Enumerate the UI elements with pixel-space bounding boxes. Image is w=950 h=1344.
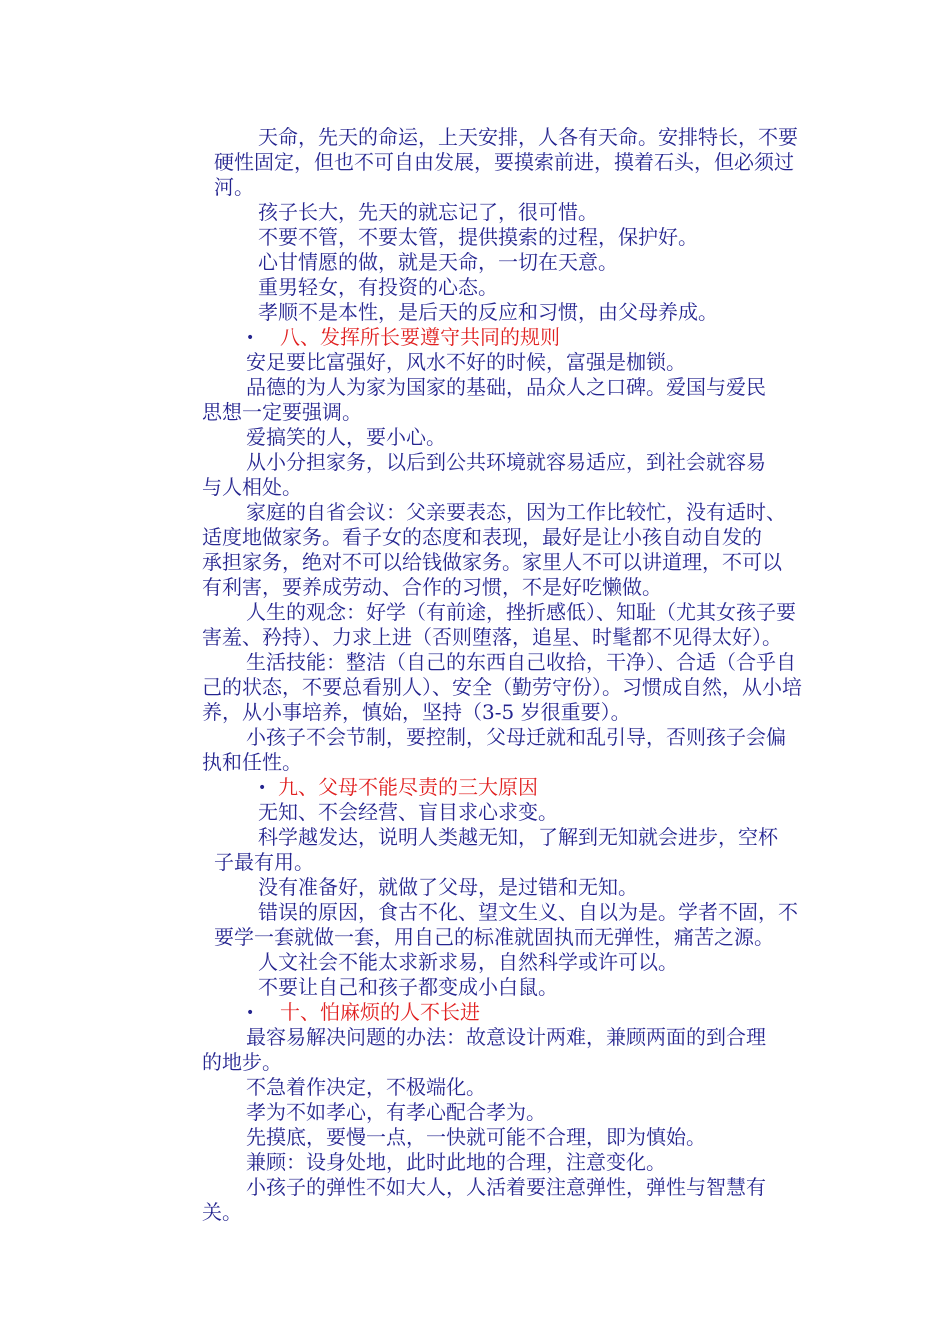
paragraph-line: 关。 xyxy=(202,1200,242,1224)
section-heading: 十、怕麻烦的人不长进 xyxy=(280,1000,480,1024)
paragraph-line: 思想一定要强调。 xyxy=(202,400,362,424)
paragraph-line: 没有准备好，就做了父母，是过错和无知。 xyxy=(258,875,638,899)
paragraph-line: 执和任性。 xyxy=(202,750,302,774)
paragraph-line: 先摸底，要慢一点，一快就可能不合理，即为慎始。 xyxy=(246,1125,706,1149)
paragraph-line: 孝顺不是本性，是后天的反应和习惯，由父母养成。 xyxy=(258,300,718,324)
paragraph-line: 不要让自己和孩子都变成小白鼠。 xyxy=(258,975,558,999)
paragraph-line: 生活技能：整洁（自己的东西自己收拾，干净）、合适（合乎自 xyxy=(246,650,796,674)
section-heading: 九、父母不能尽责的三大原因 xyxy=(278,775,538,799)
paragraph-line: 小孩子不会节制，要控制，父母迁就和乱引导，否则孩子会偏 xyxy=(246,725,786,749)
bullet-icon: • xyxy=(246,330,255,346)
paragraph-line: 适度地做家务。看子女的态度和表现，最好是让小孩自动自发的 xyxy=(202,525,762,549)
paragraph-line: 最容易解决问题的办法：故意设计两难，兼顾两面的到合理 xyxy=(246,1025,766,1049)
section-heading: 八、发挥所长要遵守共同的规则 xyxy=(280,325,560,349)
paragraph-line: 不要不管，不要太管，提供摸索的过程，保护好。 xyxy=(258,225,698,249)
paragraph-line: 错误的原因，食古不化、望文生义、自以为是。学者不固，不 xyxy=(258,900,798,924)
paragraph-line: 有利害，要养成劳动、合作的习惯，不是好吃懒做。 xyxy=(202,575,662,599)
paragraph-line: 己的状态，不要总看别人）、安全（勤劳守份）。习惯成自然，从小培 xyxy=(202,675,802,699)
paragraph-line: 心甘情愿的做，就是天命，一切在天意。 xyxy=(258,250,618,274)
paragraph-line: 小孩子的弹性不如大人，人活着要注意弹性，弹性与智慧有 xyxy=(246,1175,766,1199)
paragraph-line: 的地步。 xyxy=(202,1050,282,1074)
bullet-icon: • xyxy=(246,1005,255,1021)
paragraph-line: 人文社会不能太求新求易，自然科学或许可以。 xyxy=(258,950,678,974)
paragraph-line: 孝为不如孝心，有孝心配合孝为。 xyxy=(246,1100,546,1124)
paragraph-line: 硬性固定，但也不可自由发展，要摸索前进，摸着石头，但必须过 xyxy=(214,150,794,174)
paragraph-line: 品德的为人为家为国家的基础，品众人之口碑。爱国与爱民 xyxy=(246,375,766,399)
paragraph-line: 从小分担家务，以后到公共环境就容易适应，到社会就容易 xyxy=(246,450,766,474)
paragraph-line: 与人相处。 xyxy=(202,475,302,499)
paragraph-line: 子最有用。 xyxy=(214,850,314,874)
paragraph-line: 爱搞笑的人，要小心。 xyxy=(246,425,446,449)
paragraph-line: 家庭的自省会议：父亲要表态，因为工作比较忙，没有适时、 xyxy=(246,500,786,524)
paragraph-line: 害羞、矜持）、力求上进（否则堕落，追星、时髦都不见得太好）。 xyxy=(202,625,782,649)
bullet-icon: • xyxy=(258,780,267,796)
paragraph-line: 重男轻女，有投资的心态。 xyxy=(258,275,498,299)
paragraph-line: 孩子长大，先天的就忘记了，很可惜。 xyxy=(258,200,598,224)
paragraph-line: 兼顾：设身处地，此时此地的合理，注意变化。 xyxy=(246,1150,666,1174)
paragraph-line: 人生的观念：好学（有前途，挫折感低）、知耻（尤其女孩子要 xyxy=(246,600,796,624)
paragraph-line: 不急着作决定，不极端化。 xyxy=(246,1075,486,1099)
paragraph-line: 养，从小事培养，慎始，坚持（3-5 岁很重要）。 xyxy=(202,700,631,724)
paragraph-line: 承担家务，绝对不可以给钱做家务。家里人不可以讲道理，不可以 xyxy=(202,550,782,574)
paragraph-line: 科学越发达，说明人类越无知，了解到无知就会进步，空杯 xyxy=(258,825,778,849)
paragraph-line: 河。 xyxy=(214,175,254,199)
paragraph-line: 要学一套就做一套，用自己的标准就固执而无弹性，痛苦之源。 xyxy=(214,925,774,949)
paragraph-line: 安足要比富强好，风水不好的时候，富强是枷锁。 xyxy=(246,350,686,374)
paragraph-line: 无知、不会经营、盲目求心求变。 xyxy=(258,800,558,824)
paragraph-line: 天命，先天的命运，上天安排，人各有天命。安排特长，不要 xyxy=(258,125,798,149)
